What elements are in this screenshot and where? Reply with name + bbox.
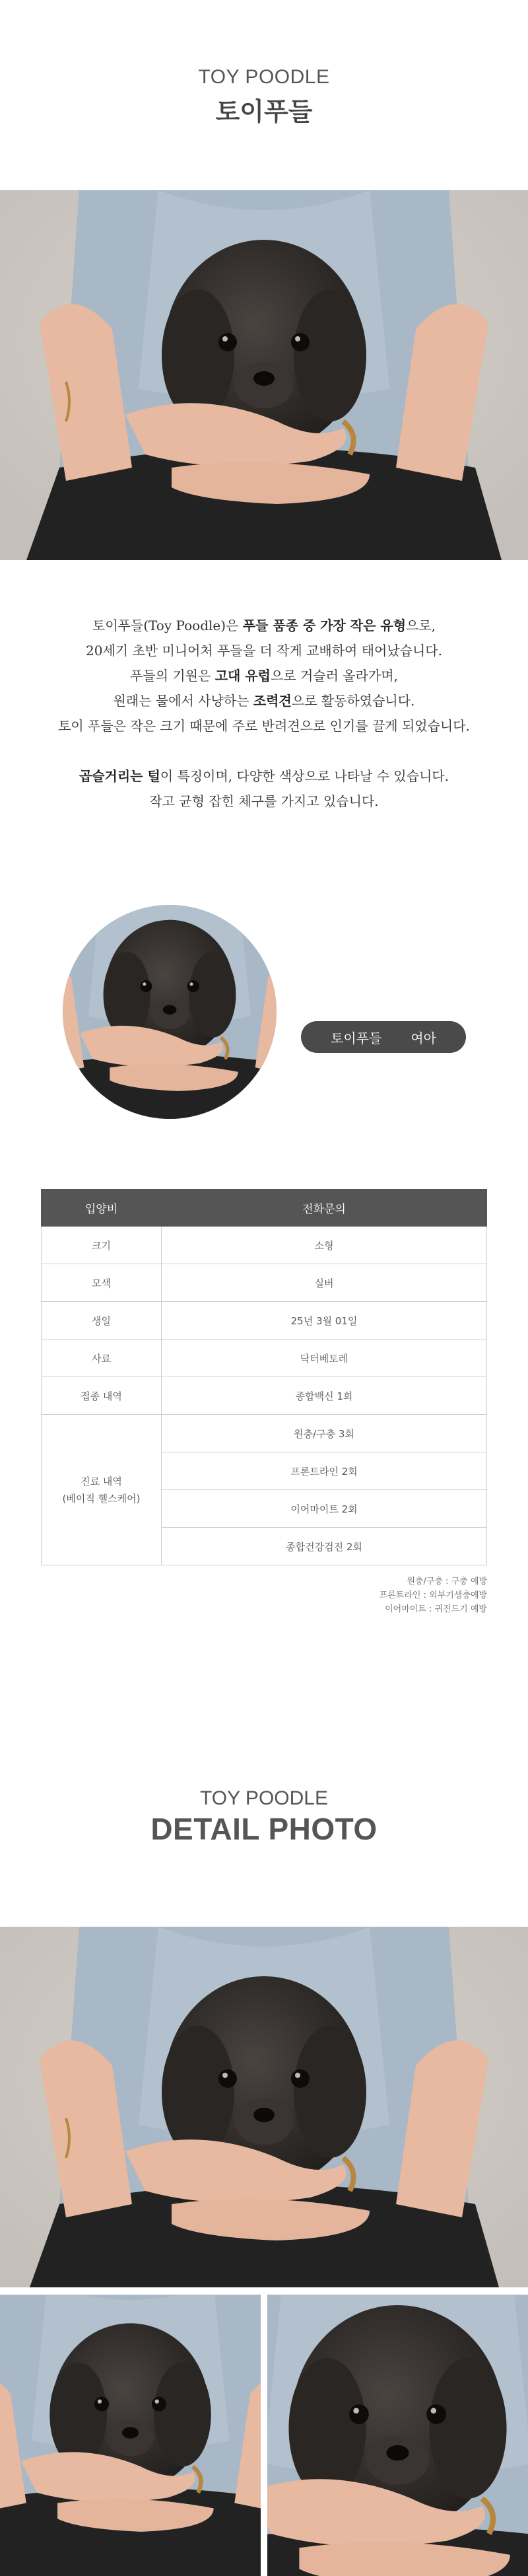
intro-text-span: 푸들의 기원은 <box>130 668 215 684</box>
table-header-row <box>42 1190 487 1227</box>
breed-label: 토이푸들 <box>331 1030 382 1046</box>
table-row <box>42 1340 487 1377</box>
intro-text-span: 이 특징이며, 다양한 색상으로 나타날 수 있습니다. <box>160 768 449 784</box>
gender-label: 여아 <box>411 1030 436 1046</box>
care-notes <box>380 1575 487 1616</box>
row-value: 종합백신 1회 <box>162 1377 487 1415</box>
intro-text-span: 원래는 물에서 사냥하는 <box>113 693 253 709</box>
row-value: 25년 3월 01일 <box>162 1302 487 1340</box>
detail-title: DETAIL PHOTO <box>150 1812 378 1846</box>
intro-line <box>0 663 528 688</box>
row-value: 소형 <box>162 1227 487 1264</box>
intro-bold-span: 조력견 <box>253 693 292 709</box>
detail-heading <box>0 1787 528 1847</box>
intro-line <box>0 613 528 638</box>
row-label: 접종 내역 <box>42 1377 162 1415</box>
intro-spacer <box>0 738 528 764</box>
table-row <box>42 1302 487 1340</box>
care-value: 이어마이트 2회 <box>162 1490 487 1528</box>
intro-text <box>0 613 528 814</box>
detail-subtitle: TOY POODLE <box>200 1787 328 1809</box>
care-label-line: 진료 내역 <box>81 1475 122 1487</box>
row-label: 사료 <box>42 1340 162 1377</box>
detail-photo-main <box>0 1927 528 2287</box>
note-line: 프론트라인 : 외부기생충예방 <box>379 1591 487 1600</box>
intro-line: 20세기 초반 미니어처 푸들을 더 작게 교배하여 태어났습니다. <box>86 643 442 659</box>
puppy-circle-photo <box>63 905 277 1119</box>
intro-bold-span: 곱슬거리는 털 <box>79 768 160 784</box>
intro-line: 작고 균형 잡힌 체구를 가지고 있습니다. <box>149 793 379 809</box>
detail-photo-right <box>267 2295 528 2576</box>
note-line: 원충/구충 : 구충 예방 <box>407 1577 487 1587</box>
care-label <box>42 1415 162 1565</box>
hero-title: 토이푸들 <box>215 97 313 126</box>
hero-photo <box>0 190 528 560</box>
intro-bold-span: 푸들 품종 중 가장 작은 유형 <box>242 618 407 633</box>
table-row <box>42 1264 487 1302</box>
intro-text-span: 으로 활동하였습니다. <box>291 693 415 709</box>
hero-heading <box>0 66 528 127</box>
hero-subtitle: TOY POODLE <box>198 66 330 88</box>
row-value: 닥터베토레 <box>162 1340 487 1377</box>
intro-line <box>0 688 528 713</box>
intro-bold-span: 고대 유럽 <box>214 668 271 684</box>
intro-line: 토이 푸들은 작은 크기 때문에 주로 반려견으로 인기를 끌게 되었습니다. <box>58 718 470 734</box>
intro-text-span: 으로, <box>406 618 436 633</box>
intro-line <box>0 764 528 789</box>
care-value: 원충/구충 3회 <box>162 1415 487 1452</box>
info-table <box>41 1189 487 1565</box>
row-label: 생일 <box>42 1302 162 1340</box>
header-value: 전화문의 <box>162 1190 487 1227</box>
note-line: 이어마이트 : 귀진드기 예방 <box>385 1604 487 1614</box>
care-label-line: (베이직 헬스케어) <box>62 1492 141 1505</box>
table-row <box>42 1415 487 1452</box>
table-row <box>42 1377 487 1415</box>
intro-text-span: 으로 거슬러 올라가며, <box>270 668 398 684</box>
care-value: 프론트라인 2회 <box>162 1452 487 1490</box>
row-label: 크기 <box>42 1227 162 1264</box>
intro-text-span: 토이푸들(Toy Poodle)은 <box>92 618 243 633</box>
detail-photo-left <box>0 2295 261 2576</box>
row-value: 실버 <box>162 1264 487 1302</box>
care-value: 종합건강검진 2회 <box>162 1528 487 1565</box>
row-label: 모색 <box>42 1264 162 1302</box>
table-row <box>42 1227 487 1264</box>
header-label: 입양비 <box>42 1190 162 1227</box>
breed-gender-pill <box>301 1021 466 1053</box>
